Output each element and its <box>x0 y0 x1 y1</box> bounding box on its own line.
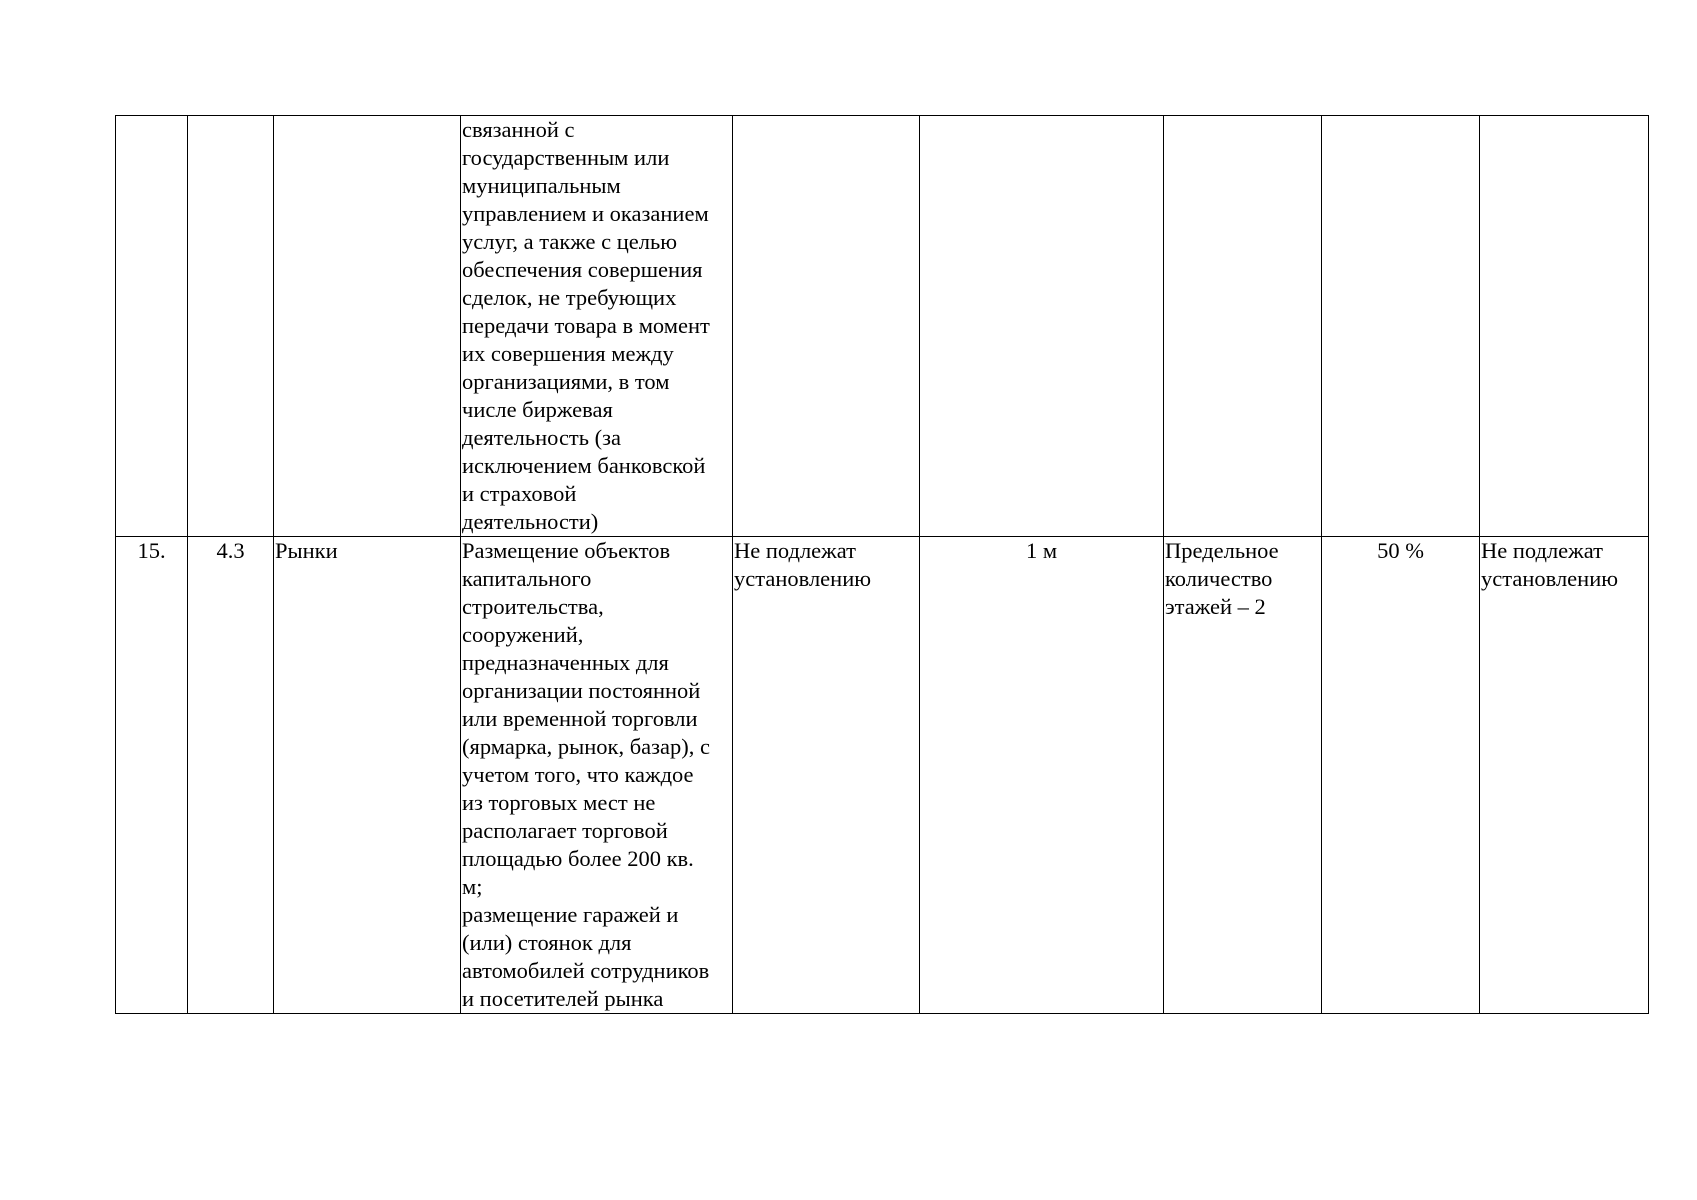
use-description-cell: связанной с государственным или муниципальным управлением и оказанием услуг, а также с целью обеспечения совершения сделок, не требующих передачи товара в момент их совершения между организациями, в том числе биржевая деятельность (за исключением банковской и страховой деятельности) <box>461 116 733 537</box>
column-8-cell: 50 % <box>1322 537 1480 1014</box>
column-9-cell: Не подлежат установлению <box>1480 537 1649 1014</box>
column-8-cell <box>1322 116 1480 537</box>
use-code-cell <box>188 116 274 537</box>
use-code-cell: 4.3 <box>188 537 274 1014</box>
zoning-regulations-table <box>115 115 1649 1014</box>
use-name-cell: Рынки <box>274 537 461 1014</box>
column-5-cell <box>733 116 920 537</box>
column-5-cell: Не подлежат установлению <box>733 537 920 1014</box>
table-row <box>116 537 1649 1014</box>
column-7-cell: Предельное количество этажей – 2 <box>1164 537 1322 1014</box>
column-7-cell <box>1164 116 1322 537</box>
column-6-cell <box>920 116 1164 537</box>
use-name-cell <box>274 116 461 537</box>
use-description-cell: Размещение объектов капитального строительства, сооружений, предназначенных для организации постоянной или временной торговли (ярмарка, рынок, базар), с учетом того, что каждое из торговых мест не располагает торговой площадью более 200 кв. м; размещение гаражей и (или) стоянок для автомобилей сотрудников и посетителей рынка <box>461 537 733 1014</box>
column-6-cell: 1 м <box>920 537 1164 1014</box>
row-number-cell: 15. <box>116 537 188 1014</box>
column-9-cell <box>1480 116 1649 537</box>
row-number-cell <box>116 116 188 537</box>
table-row <box>116 116 1649 537</box>
